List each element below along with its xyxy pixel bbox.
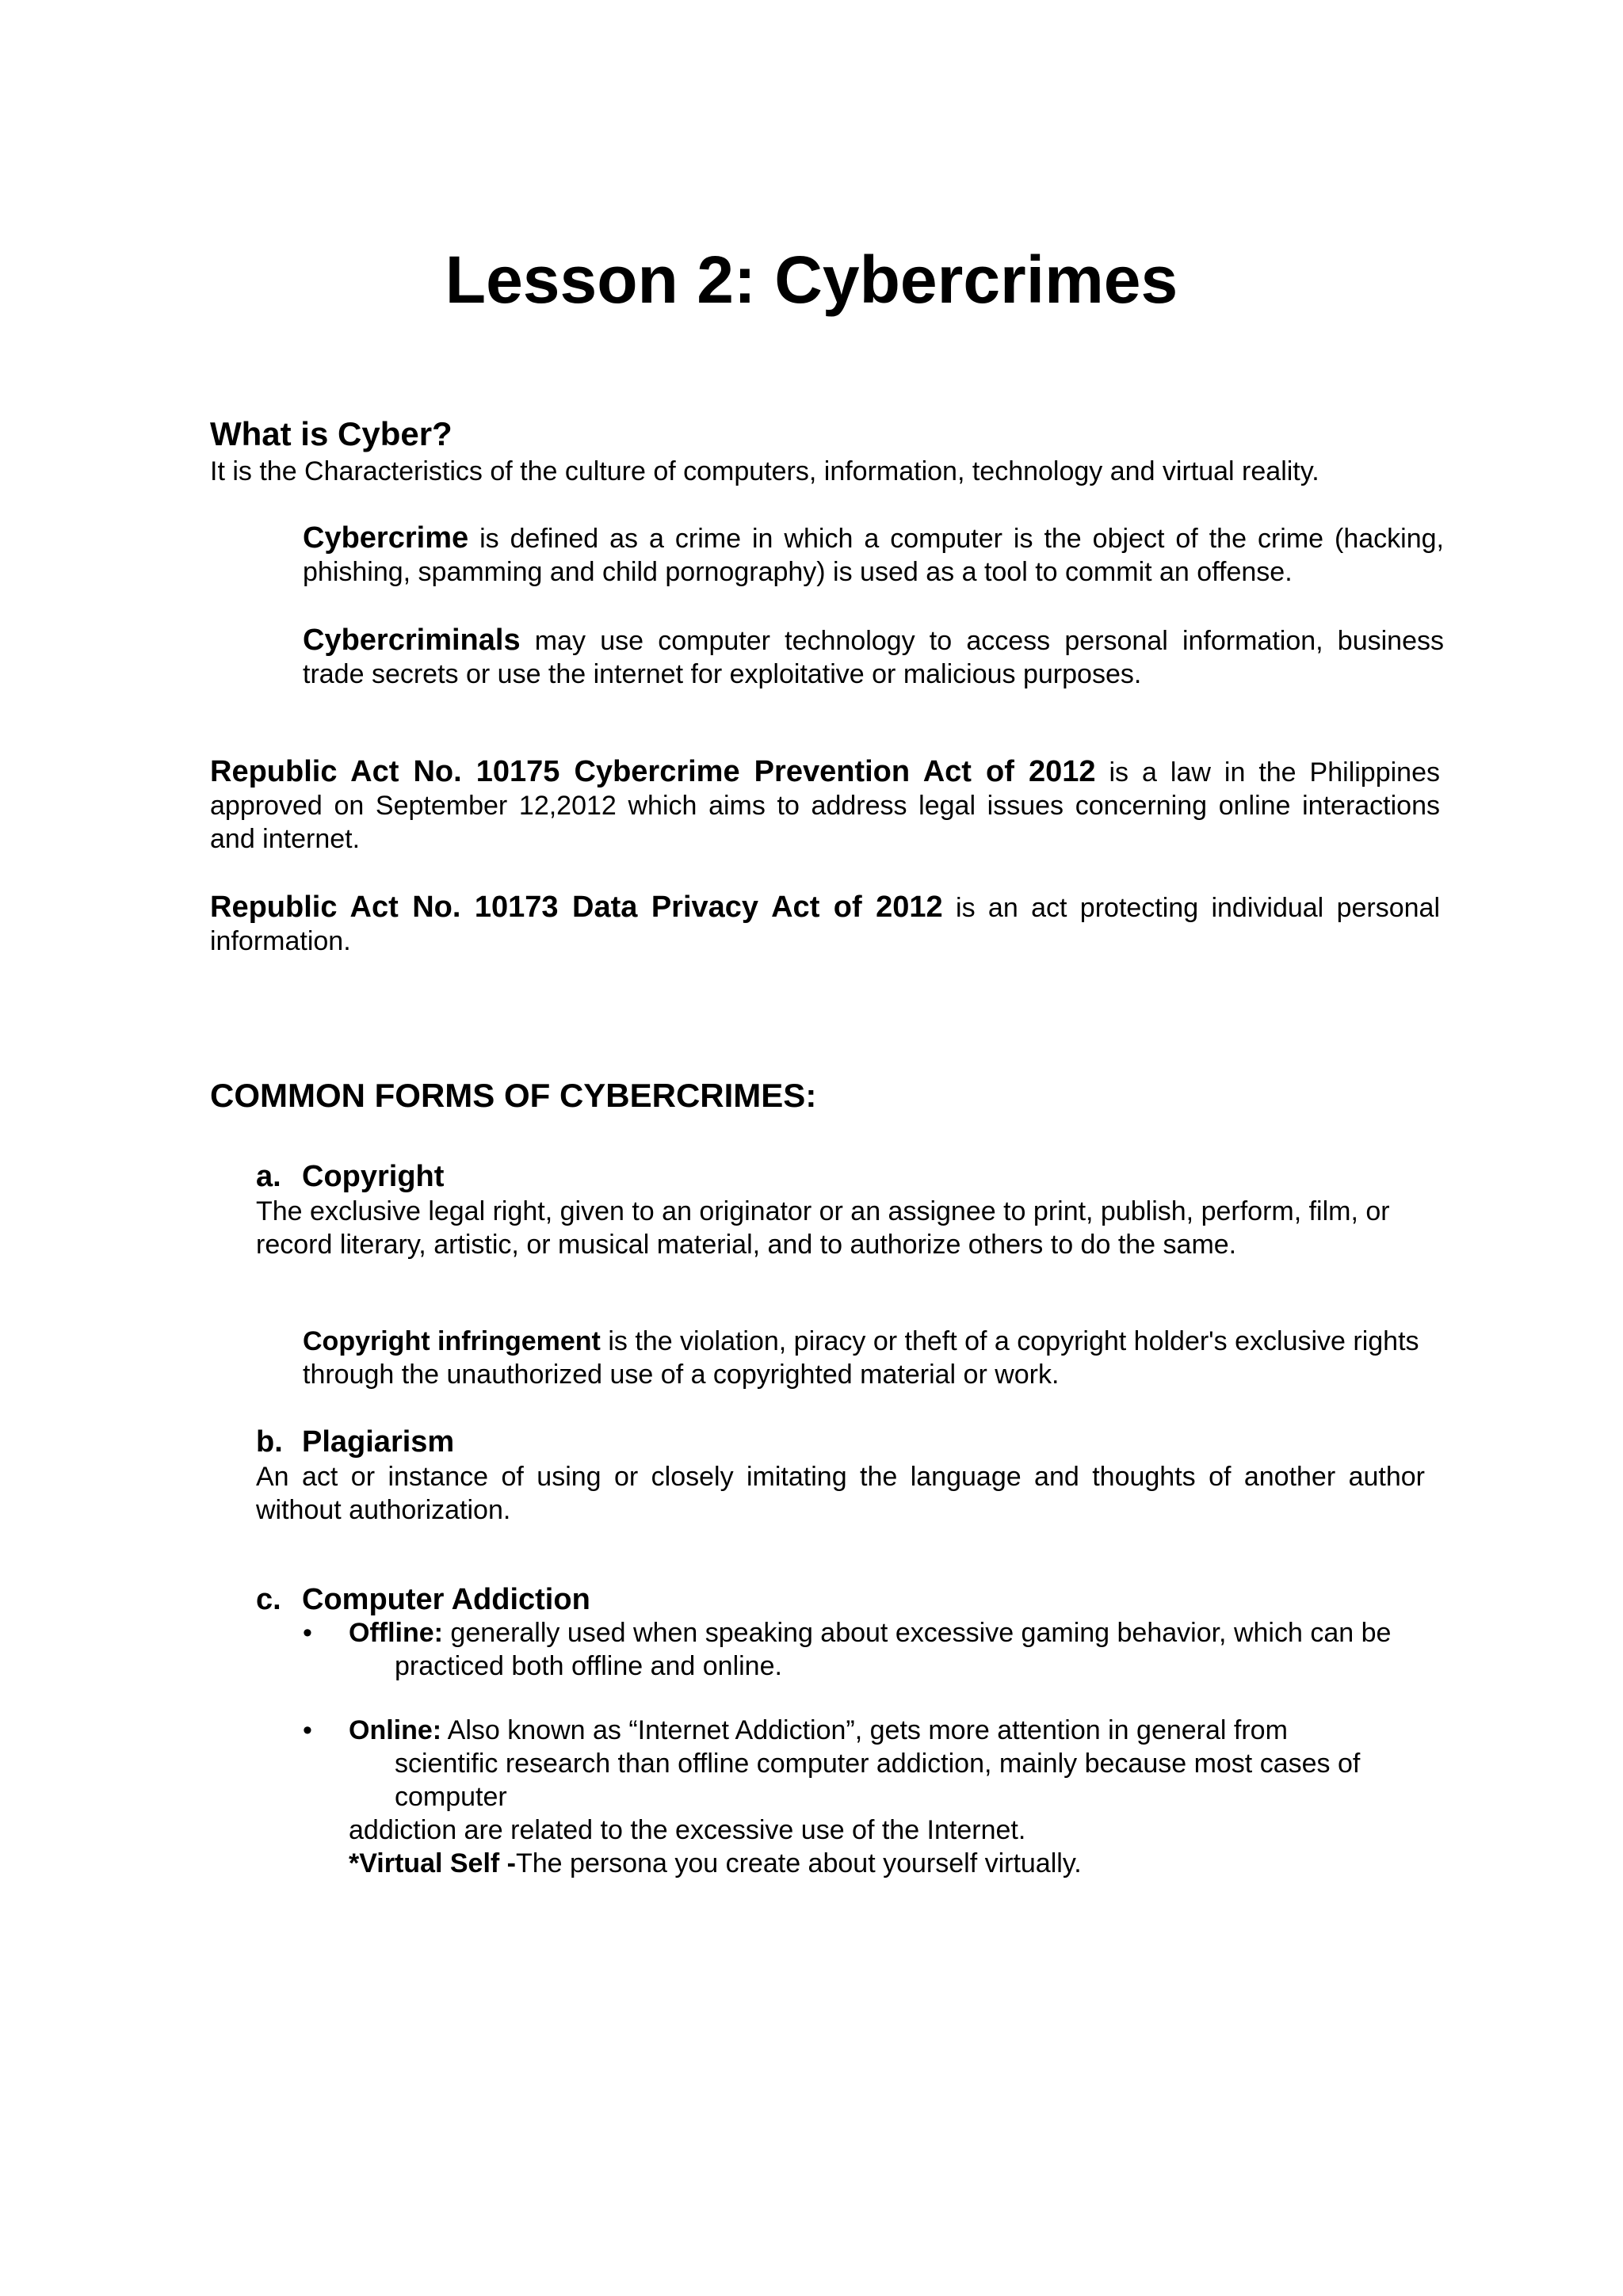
- ra-10173-paragraph: [210, 891, 1440, 958]
- offline-term: Offline:: [349, 1618, 443, 1648]
- plagiarism-item-label: [256, 1425, 454, 1461]
- cybercrime-term: Cybercrime: [303, 521, 469, 555]
- plagiarism-letter: b.: [256, 1425, 283, 1459]
- cybercriminals-text: may use computer technology to access personal information, business trade secrets or use the internet for exploitative or malicious purposes.: [303, 626, 1444, 689]
- ra-10175-paragraph: [210, 755, 1440, 856]
- virtual-self-term: *Virtual Self -: [349, 1848, 516, 1878]
- ra-10173-term: Republic Act No. 10173 Data Privacy Act of 2012: [210, 891, 943, 924]
- offline-bullet: •: [303, 1618, 312, 1648]
- cybercrime-paragraph: [303, 521, 1444, 589]
- virtual-self-line: [349, 1847, 1442, 1880]
- copyright-infringement-term: Copyright infringement: [303, 1326, 601, 1356]
- copyright-infringement-paragraph: [303, 1325, 1476, 1391]
- copyright-letter: a.: [256, 1160, 281, 1193]
- online-bullet: •: [303, 1715, 312, 1745]
- computer-addiction-label: Computer Addiction: [302, 1583, 590, 1616]
- online-line-2: scientific research than offline computer addiction, mainly because most cases of: [395, 1749, 1361, 1779]
- cyber-definition: It is the Characteristics of the culture of computers, information, technology and virtual reality.: [210, 456, 1319, 486]
- plagiarism-label: Plagiarism: [302, 1425, 455, 1459]
- online-line-4: addiction are related to the excessive use of the Internet.: [349, 1815, 1026, 1845]
- offline-line-1: [349, 1616, 1490, 1650]
- copyright-infringement-text: is the violation, piracy or theft of a copyright holder's exclusive rights through the unauthorized use of a copyrighted material or work.: [303, 1326, 1419, 1390]
- online-term: Online:: [349, 1715, 442, 1745]
- plagiarism-definition: An act or instance of using or closely imitating the language and thoughts of another author without authorization.: [256, 1462, 1425, 1525]
- virtual-self-text: The persona you create about yourself virtually.: [516, 1848, 1082, 1878]
- common-forms-heading: COMMON FORMS OF CYBERCRIMES:: [210, 1077, 817, 1114]
- copyright-label: Copyright: [302, 1160, 445, 1193]
- page-title: Lesson 2: Cybercrimes: [445, 242, 1178, 317]
- cybercriminals-term: Cybercriminals: [303, 624, 521, 657]
- computer-addiction-item-label: [256, 1582, 590, 1619]
- offline-line-2: practiced both offline and online.: [395, 1651, 782, 1681]
- cybercrime-text: is defined as a crime in which a computer is the object of the crime (hacking, phishing, spamming and child pornography) is used as a tool to commit an offense.: [303, 524, 1444, 587]
- online-line-3: computer: [395, 1782, 507, 1812]
- online-text-1: Also known as “Internet Addiction”, gets more attention in general from: [441, 1715, 1288, 1745]
- computer-addiction-letter: c.: [256, 1583, 281, 1616]
- cybercriminals-paragraph: [303, 624, 1444, 691]
- offline-text-1: generally used when speaking about excessive gaming behavior, which can be: [442, 1618, 1392, 1648]
- copyright-item-label: [256, 1159, 444, 1196]
- what-is-cyber-heading: What is Cyber?: [210, 415, 453, 452]
- ra-10173-text: is an act protecting individual personal information.: [210, 893, 1440, 956]
- online-line-1: [349, 1714, 1490, 1747]
- ra-10175-text: is a law in the Philippines approved on September 12,2012 which aims to address legal issues concerning online interactions and internet.: [210, 757, 1440, 854]
- copyright-definition: The exclusive legal right, given to an originator or an assignee to print, publish, perform, film, or record literary, artistic, or musical material, and to authorize others to do the same.: [256, 1196, 1390, 1260]
- ra-10175-term: Republic Act No. 10175 Cybercrime Prevention Act of 2012: [210, 755, 1096, 788]
